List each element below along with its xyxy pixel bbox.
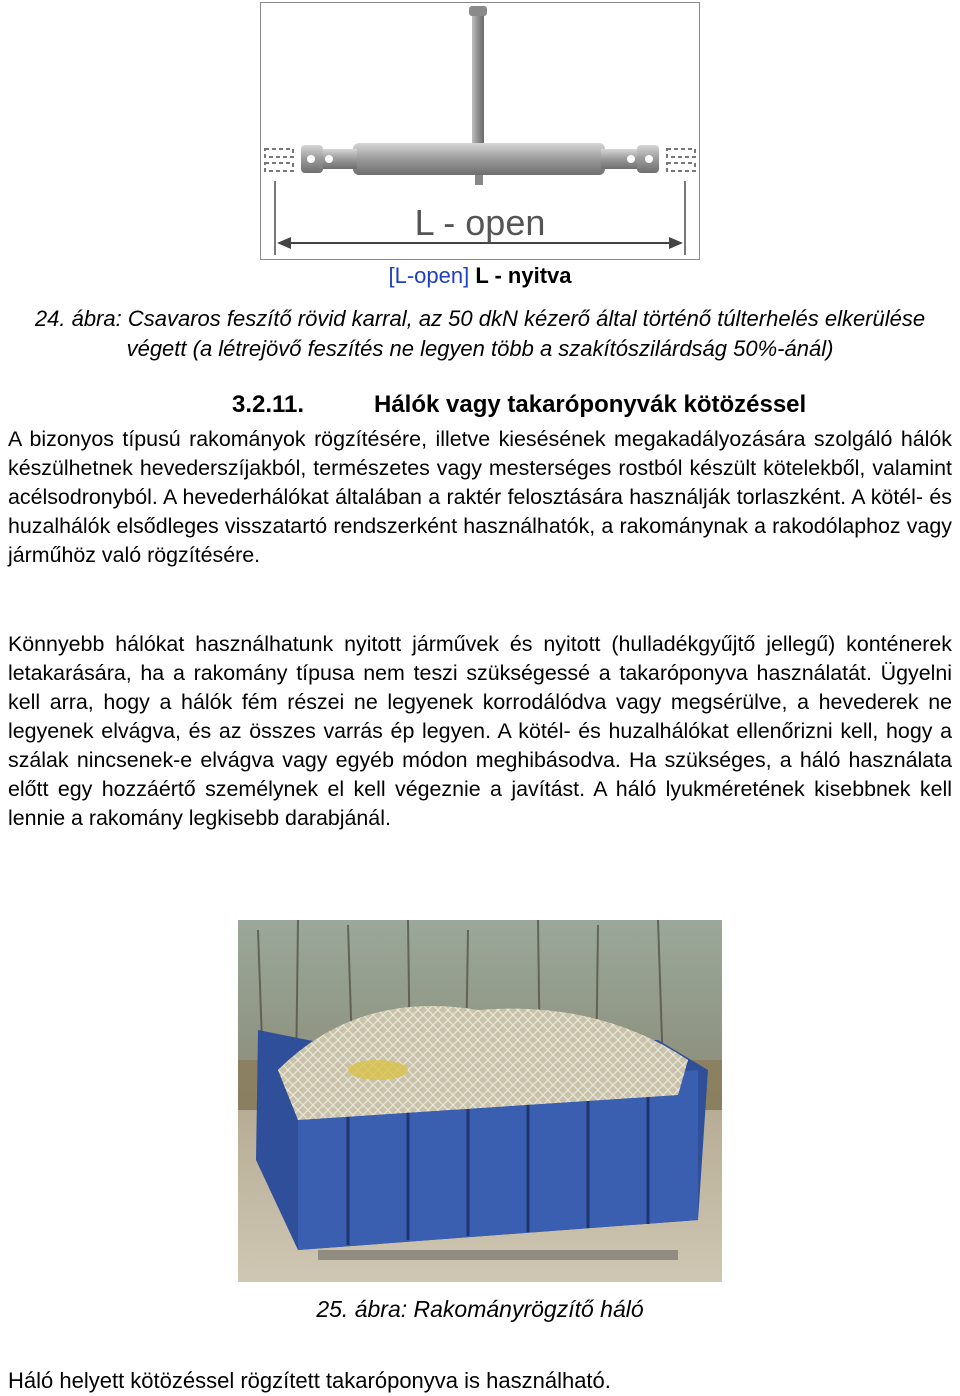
- caption-text: L - nyitva: [475, 263, 572, 288]
- paragraph-2: Könnyebb hálókat használhatunk nyitott járművek és nyitott (hulladékgyűjtő jellegű) konténerek letakarására, ha a rakomány típusa nem teszi szükségessé a takaróponyva használatát. Ügyelni kell arra, hogy a hálók fém részei ne legyenek korrodálódva vagy megsérülve, a hevederek ne legyenek elvágva, és az összes varrás ép legyen. A kötél- és huzalhálókat ellenőrizni kell, hogy a szálak nincsenek-e elvágva vagy egyéb módon meghibásodva. Ha szükséges, a háló használata előtt egy hozzáértő személynek el kell végeznie a javítást. A háló lyukméretének kisebbnek kell lennie a rakomány legkisebb darabjánál.: [8, 632, 952, 830]
- figure-24-caption: 24. ábra: Csavaros feszítő rövid karral, az 50 dkN kézerő által történő túlterhelés elkerülése végett (a létrejövő feszítés ne legyen több a szakítószilárdság 50%-ánál): [34, 306, 926, 361]
- tensioner-diagram: [260, 2, 700, 260]
- section-number: 3.2.11.: [232, 391, 305, 418]
- dimension-label: L - open: [414, 202, 546, 243]
- caption-bracket: [L-open]: [388, 263, 470, 288]
- section-heading: [232, 390, 806, 420]
- container-net-photo: [238, 920, 722, 1282]
- diagram-caption: [0, 262, 960, 290]
- figure-25-caption: 25. ábra: Rakományrögzítő háló: [316, 1296, 644, 1322]
- section-title: Hálók vagy takaróponyvák kötözéssel: [374, 391, 807, 418]
- paragraph-1: A bizonyos típusú rakományok rögzítésére, illetve kiesésének megakadályozására szolgáló hálók készülhetnek hevederszíjakból, természetes vagy mesterséges rostból készült kötelekből, valamint acélsodronyból. A hevederhálókat általában a raktér felosztására használják torlaszként. A kötél- és huzalhálók elsődleges visszatartó rendszerként használhatók, a rakománynak a rakodólaphoz vagy járműhöz való rögzítésére.: [8, 427, 952, 567]
- closing-sentence: Háló helyett kötözéssel rögzített takaróponyva is használható.: [8, 1368, 611, 1393]
